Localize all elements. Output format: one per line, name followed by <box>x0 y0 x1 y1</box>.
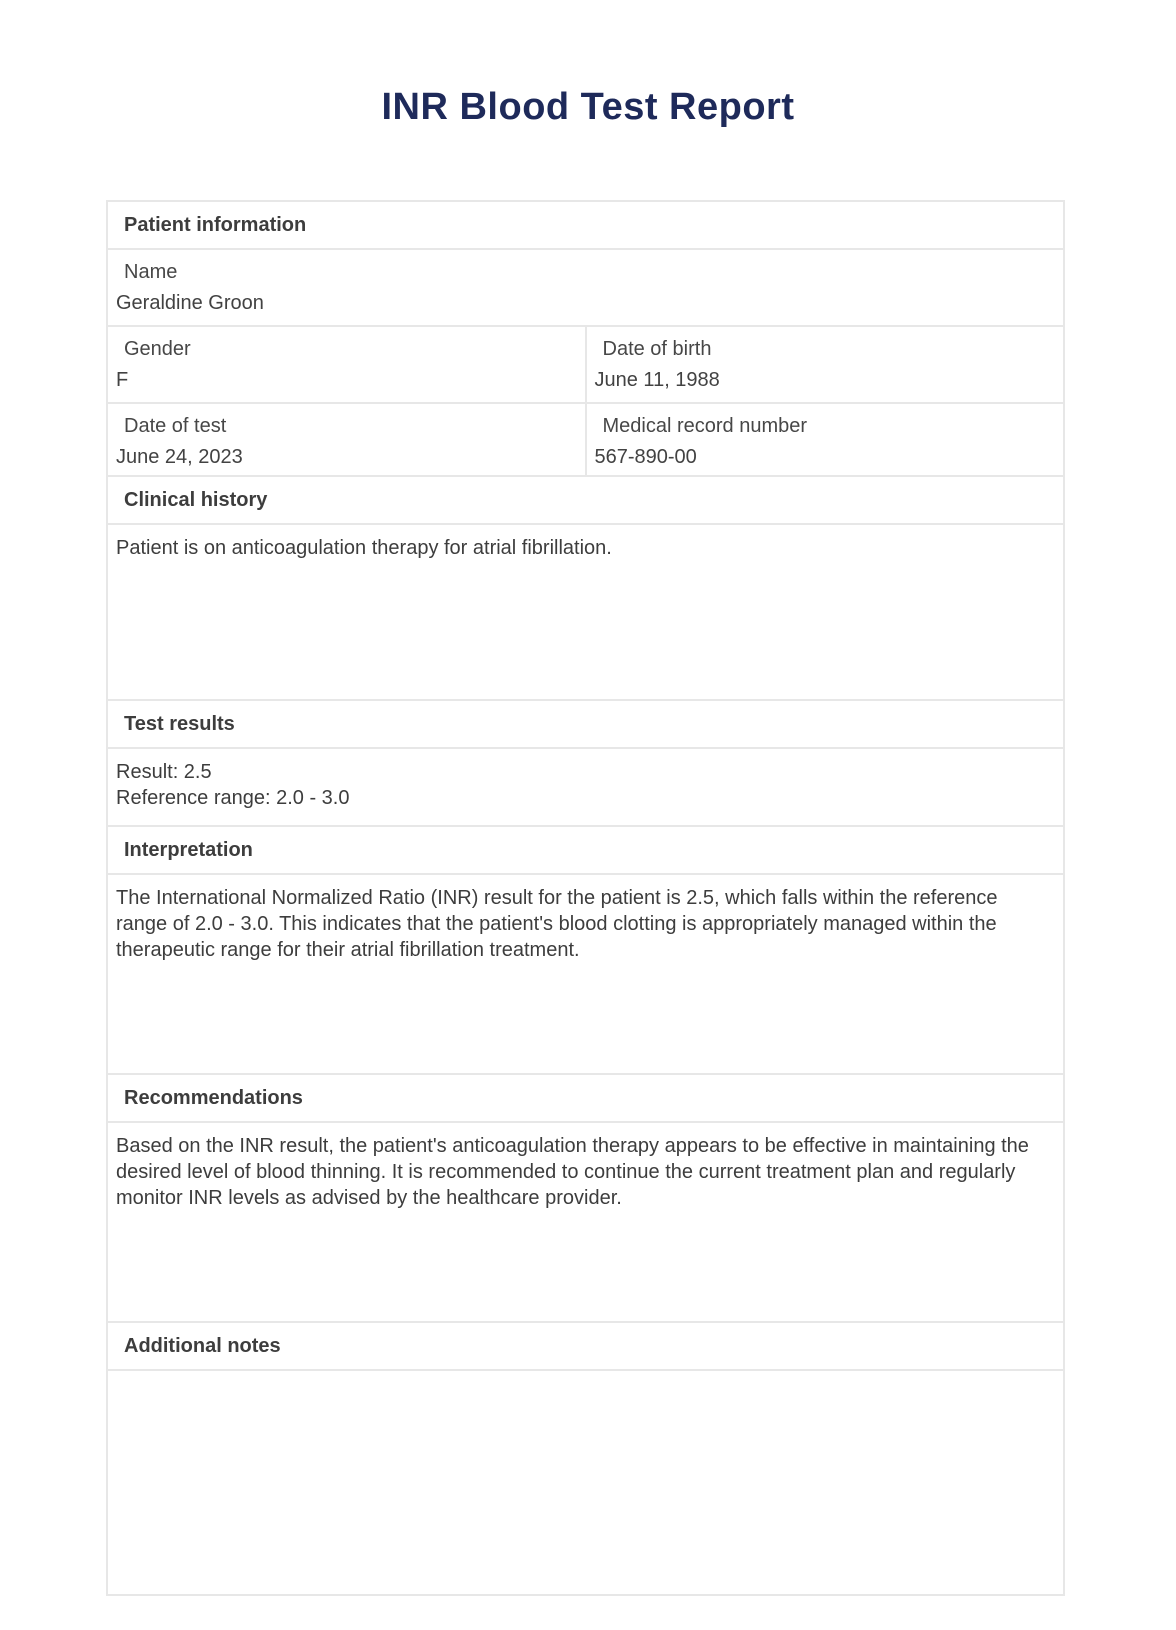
content-row-additional-notes <box>107 1370 1064 1595</box>
date-of-birth-field-label: Date of birth <box>602 338 712 360</box>
test-results-cell <box>107 748 1064 826</box>
section-header-test-results: Test results <box>107 700 1064 748</box>
section-header-additional-notes: Additional notes <box>107 1322 1064 1370</box>
section-header-row-test-results <box>107 700 1064 748</box>
date-of-test-field-cell <box>107 403 586 476</box>
name-field-value: Geraldine Groon <box>116 292 264 314</box>
section-header-row-interpretation <box>107 826 1064 874</box>
date-of-birth-field-value: June 11, 1988 <box>594 369 720 391</box>
field-row-gender-dob <box>107 326 1064 403</box>
clinical-history-text: Patient is on anticoagulation therapy for atrial fibrillation. <box>107 524 1064 700</box>
section-header-clinical-history: Clinical history <box>107 476 1064 524</box>
date-of-birth-field-cell <box>586 326 1065 403</box>
test-result-line: Result: 2.5 <box>116 761 212 783</box>
content-row-recommendations <box>107 1122 1064 1322</box>
field-row-test-date-mrn <box>107 403 1064 476</box>
gender-field-cell <box>107 326 586 403</box>
section-header-patient-information: Patient information <box>107 201 1064 249</box>
recommendations-text: Based on the INR result, the patient's anticoagulation therapy appears to be effective in maintaining the desired level of blood thinning. It is recommended to continue the current treatment plan and regularly monitor INR levels as advised by the healthcare provider. <box>107 1122 1064 1322</box>
name-field-label: Name <box>124 261 178 283</box>
page-title: INR Blood Test Report <box>381 86 795 128</box>
gender-field-value: F <box>116 369 129 391</box>
date-of-test-field-label: Date of test <box>124 415 227 437</box>
date-of-test-field-value: June 24, 2023 <box>116 446 243 468</box>
section-header-row-patient-information <box>107 201 1064 249</box>
field-row-name <box>107 249 1064 326</box>
section-header-row-additional-notes <box>107 1322 1064 1370</box>
gender-field-label: Gender <box>124 338 191 360</box>
test-reference-range-line: Reference range: 2.0 - 3.0 <box>116 787 350 809</box>
section-header-row-recommendations <box>107 1074 1064 1122</box>
medical-record-number-field-value: 567-890-00 <box>594 446 697 468</box>
section-header-interpretation: Interpretation <box>107 826 1064 874</box>
section-header-row-clinical-history <box>107 476 1064 524</box>
medical-record-number-field-label: Medical record number <box>602 415 808 437</box>
content-row-clinical-history <box>107 524 1064 700</box>
content-row-interpretation <box>107 874 1064 1074</box>
content-row-test-results <box>107 748 1064 826</box>
additional-notes-text <box>107 1370 1064 1595</box>
interpretation-text: The International Normalized Ratio (INR) result for the patient is 2.5, which falls within the reference range of 2.0 - 3.0. This indicates that the patient's blood clotting is appropriately managed within the therapeutic range for their atrial fibrillation treatment. <box>107 874 1064 1074</box>
section-header-recommendations: Recommendations <box>107 1074 1064 1122</box>
name-field-cell <box>107 249 1064 326</box>
report-table <box>106 200 1065 1596</box>
medical-record-number-field-cell <box>586 403 1065 476</box>
